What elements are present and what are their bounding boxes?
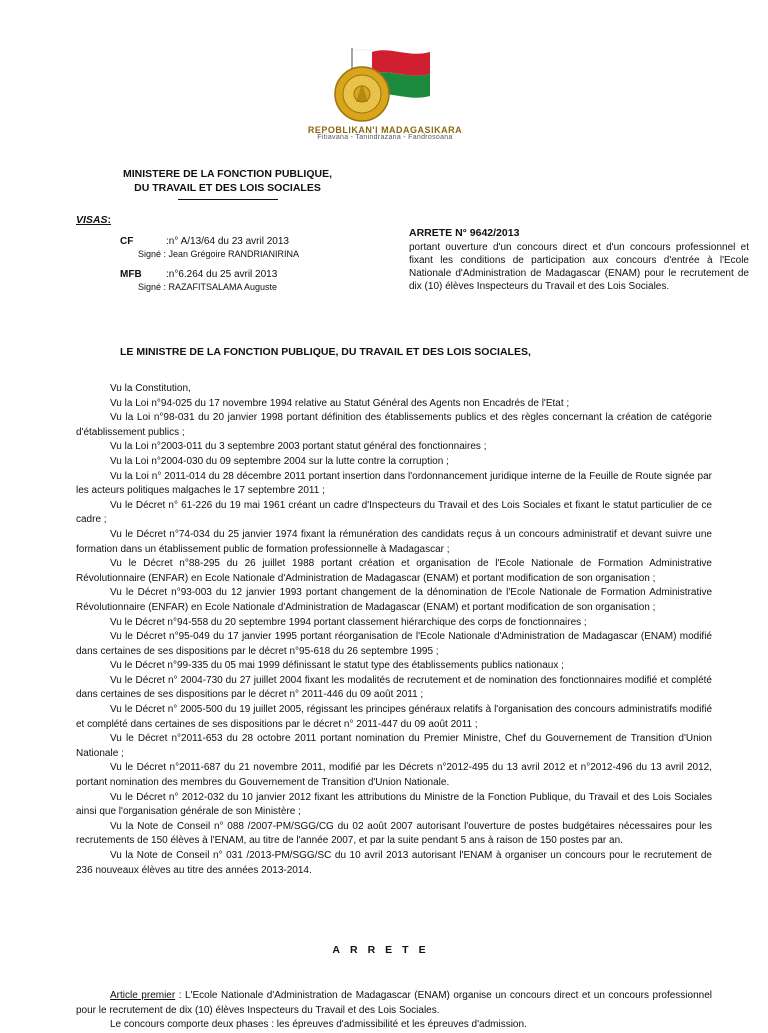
ministry-underline	[178, 199, 278, 200]
republic-name: REPOBLIKAN'I MADAGASIKARA	[307, 125, 463, 135]
consideration-item: Vu le Décret n°93-003 du 12 janvier 1993 portant changement de la dénomination de l'Ecole Nationale de Formation Administrative Révolutionnaire (ENFAR) en Ecole Nationale d'Administration de Madagascar (ENAM) et portant modification de son organisation ;	[76, 587, 712, 613]
consideration-item: Vu le Décret n° 2005-500 du 19 juillet 2005, régissant les principes généraux relatifs à l'organisation des concours administratifs modifié et complété dans certaines de ses dispositions par le décret n° 2011-447 du 09 août 2011 ;	[76, 704, 712, 730]
consideration-item: Vu la Loi n°2003-011 du 3 septembre 2003 portant statut général des fonctionnaires ;	[110, 441, 487, 453]
consideration-item: Vu la Note de Conseil n° 088 /2007-PM/SGG/CG du 02 août 2007 autorisant l'ouverture de postes budgétaires nécessaires pour les recrutements de 150 élèves à l'ENAM, au titre de l'année 2007, et par la suite pendant 5 ans à raison de 150 postes par an.	[76, 820, 712, 847]
consideration-item: Vu le Décret n° 2012-032 du 10 janvier 2012 fixant les attributions du Ministre de la Fonction Publique, du Travail et des Lois Sociales ainsi que l'organisation générale de son Ministère ;	[76, 791, 712, 818]
visa-mfb	[120, 268, 277, 294]
article-premier	[76, 989, 712, 1033]
visa-code: MFB	[120, 269, 142, 280]
ministry-title	[100, 167, 355, 200]
arrete-heading: ARRETE	[332, 944, 436, 956]
consideration-item: Vu la Loi n°94-025 du 17 novembre 1994 relative au Statut Général des Agents non Encadrés de l'Etat ;	[110, 397, 570, 409]
consideration-item: Vu la Loi n° 2011-014 du 28 décembre 2011 portant insertion dans l'ordonnancement juridique interne de la Feuille de Route signée par les acteurs politiques malgaches le 17 septembre 2011 ;	[76, 470, 712, 497]
visas-colon: :	[107, 214, 112, 226]
visa-ref: :n° A/13/64 du 23 avril 2013	[166, 236, 289, 247]
consideration-item: Vu la Constitution,	[110, 383, 191, 394]
arrete-number: ARRETE N° 9642/2013	[409, 227, 520, 239]
consideration-item: Vu la Loi n°2004-030 du 09 septembre 2004 sur la lutte contre la corruption ;	[110, 455, 449, 467]
article-next-line: Le concours comporte deux phases : les épreuves d'admissibilité et les épreuves d'admission.	[110, 1019, 527, 1031]
visas-title: VISAS:	[76, 214, 112, 226]
visa-ref: :n°6.264 du 25 avril 2013	[166, 269, 278, 280]
consideration-item: Vu le Décret n° 2004-730 du 27 juillet 2004 fixant les modalités de recrutement et de nomination des fonctionnaires modifié et complété dans certaines de ses dispositions par le décret n° 2011-446 du 09 août 2011 ;	[76, 674, 712, 701]
consideration-item: Vu le Décret n°95-049 du 17 janvier 1995 portant réorganisation de l'Ecole Nationale d'Administration de Madagascar (ENAM) modifié dans certaines de ses dispositions par le décret n°95-618 du 26 septembre 1995 ;	[76, 631, 712, 657]
article-text: : L'Ecole Nationale d'Administration de Madagascar (ENAM) organise un concours direct et un concours professionnel pour le recrutement de dix (10) élèves Inspecteurs du Travail et des Lois Sociales.	[76, 990, 712, 1016]
consideration-item: Vu le Décret n°99-335 du 05 mai 1999 définissant le statut type des établissements publics nationaux ;	[110, 660, 564, 672]
ministry-line-1: MINISTERE DE LA FONCTION PUBLIQUE,	[122, 168, 333, 180]
considerations-list	[76, 382, 712, 878]
consideration-item: Vu le Décret n°74-034 du 25 janvier 1974 fixant la rémunération des candidats reçus à un concours administratif et devant suivre une formation dans un établissement public de formation professionnelle à Madagascar ;	[76, 528, 712, 555]
national-motto: Fitiavana - Tanindrazana - Fandrosoana	[317, 134, 453, 141]
consideration-item: Vu la Note de Conseil n° 031 /2013-PM/SGG/SC du 10 avril 2013 autorisant l'ENAM à organiser un concours pour le recrutement de 236 nouveaux élèves au titre des années 2013-2014.	[76, 850, 712, 876]
visa-cf	[120, 235, 299, 261]
ministry-line-2: DU TRAVAIL ET DES LOIS SOCIALES	[134, 182, 321, 194]
consideration-item: Vu le Décret n°88-295 du 26 juillet 1988 portant création et organisation de l'Ecole Nationale de Formation Administrative Révolutionnaire (ENFAR) en Ecole Nationale d'Administration de Madagascar (ENAM) et portant modification de son organisation ;	[76, 558, 712, 584]
consideration-item: Vu le Décret n° 61-226 du 19 mai 1961 créant un cadre d'Inspecteurs du Travail et des Lois Sociales et fixant le statut particulier de ce cadre ;	[76, 499, 712, 526]
arrete-subject: portant ouverture d'un concours direct et d'un concours professionnel et fixant les conditions de participation aux concours d'entrée à l'Ecole Nationale d'Administration de Madagascar (ENAM) pour le recrutement de dix (10) élèves Inspecteurs du Travail et des Lois Sociales.	[409, 242, 749, 292]
minister-heading: LE MINISTRE DE LA FONCTION PUBLIQUE, DU TRAVAIL ET DES LOIS SOCIALES,	[120, 346, 531, 358]
visa-signature: Signé : Jean Grégoire RANDRIANIRINA	[138, 249, 300, 259]
madagascar-emblem-icon	[330, 44, 440, 128]
consideration-item: Vu le Décret n°94-558 du 20 septembre 1994 portant classement hiérarchique des corps de fonctionnaires ;	[110, 616, 587, 628]
consideration-item: Vu le Décret n°2011-687 du 21 novembre 2011, modifié par les Décrets n°2012-495 du 13 avril 2012 et n°2012-496 du 13 avril 2012, portant nomination des membres du Gouvernement de Transition d'Union Nationale.	[76, 762, 712, 789]
visa-signature: Signé : RAZAFITSALAMA Auguste	[138, 282, 278, 292]
consideration-item: Vu la Loi n°98-031 du 20 janvier 1998 portant définition des établissements publics et des règles concernant la création de catégorie d'établissement publics ;	[76, 412, 712, 438]
consideration-item: Vu le Décret n°2011-653 du 28 octobre 2011 portant nomination du Premier Ministre, Chef du Gouvernement de Transition d'Union Nationale ;	[76, 733, 712, 759]
visa-code: CF	[120, 236, 134, 247]
flag-red-band	[372, 50, 430, 75]
article-label: Article premier	[110, 990, 176, 1001]
